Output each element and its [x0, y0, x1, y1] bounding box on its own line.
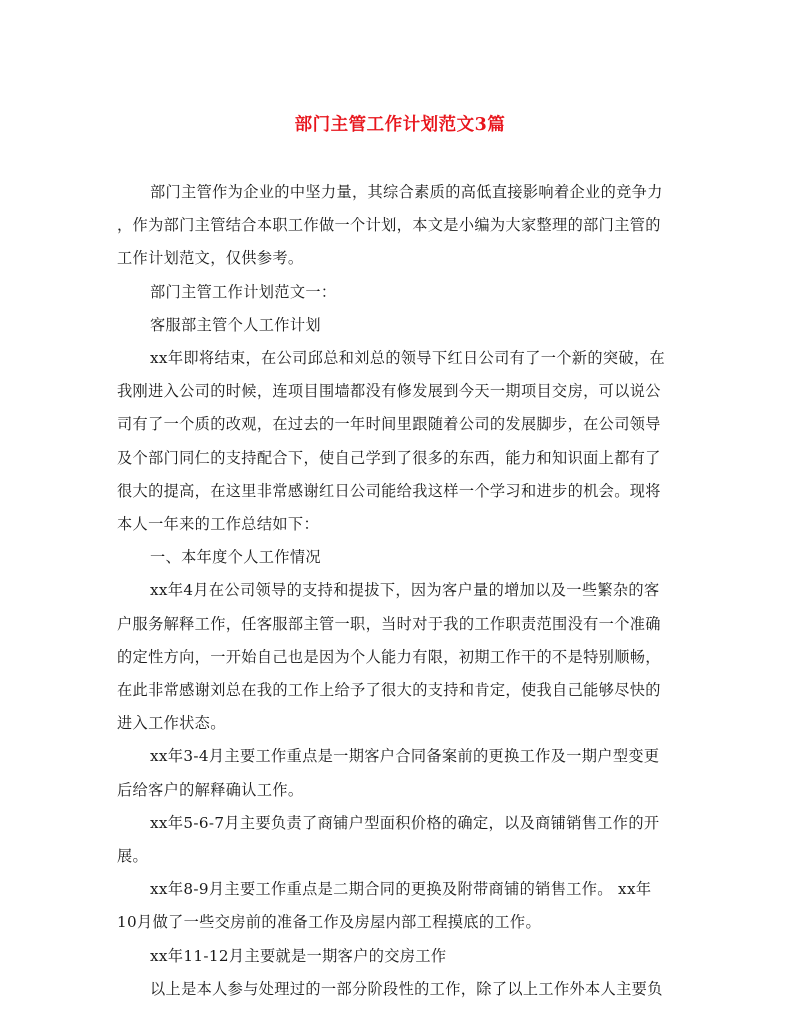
body-line: 的定性方向，一开始自己也是因为个人能力有限，初期工作干的不是特别顺畅，: [117, 647, 661, 666]
body-line: 户服务解释工作，任客服部主管一职，当时对于我的工作职责范围没有一个准确: [117, 614, 661, 633]
body-line: xx年4月在公司领导的支持和提拔下，因为客户量的增加以及一些繁杂的客: [150, 581, 660, 600]
document-body: [117, 176, 682, 1006]
body-line: 我刚进入公司的时候，连项目围墙都没有修发展到今天一期项目交房，可以说公: [117, 382, 661, 401]
body-line: 部门主管作为企业的中坚力量，其综合素质的高低直接影响着企业的竞争力: [150, 183, 663, 201]
section-heading: 一、本年度个人工作情况: [150, 548, 321, 567]
body-line: xx年8-9月主要工作重点是二期合同的更换及附带商铺的销售工作。 xx年: [150, 880, 652, 899]
body-line: 本人一年来的工作总结如下：: [117, 515, 319, 534]
section-heading: 部门主管工作计划范文一：: [150, 282, 337, 301]
body-line: 后给客户的解释确认工作。: [117, 780, 304, 799]
body-line: ，作为部门主管结合本职工作做一个计划，本文是小编为大家整理的部门主管的: [117, 216, 661, 235]
body-line: 在此非常感谢刘总在我的工作上给予了很大的支持和肯定，使我自己能够尽快的: [117, 681, 661, 700]
body-line: 10月做了一些交房前的准备工作及房屋内部工程摸底的工作。: [117, 913, 542, 932]
body-line: xx年11-12月主要就是一期客户的交房工作: [150, 946, 447, 965]
document-title: 部门主管工作计划范文3篇: [294, 115, 506, 135]
section-subheading: 客服部主管个人工作计划: [150, 315, 321, 334]
body-line: xx年5-6-7月主要负责了商铺户型面积价格的确定，以及商铺销售工作的开: [150, 813, 660, 832]
body-line: xx年即将结束，在公司邱总和刘总的领导下红日公司有了一个新的突破，在: [150, 349, 666, 368]
body-line: 司有了一个质的改观，在过去的一年时间里跟随着公司的发展脚步，在公司领导: [117, 415, 661, 434]
body-line: 很大的提高，在这里非常感谢红日公司能给我这样一个学习和进步的机会。现将: [117, 481, 661, 500]
body-line: xx年3-4月主要工作重点是一期客户合同备案前的更换工作及一期户型变更: [150, 747, 660, 766]
body-line: 工作计划范文，仅供参考。: [117, 249, 304, 268]
body-line: 展。: [117, 847, 149, 866]
body-line: 及个部门同仁的支持配合下，使自己学到了很多的东西，能力和知识面上都有了: [117, 448, 661, 467]
body-line: 进入工作状态。: [117, 714, 226, 733]
body-line: 以上是本人参与处理过的一部分阶段性的工作，除了以上工作外本人主要负: [150, 979, 663, 998]
